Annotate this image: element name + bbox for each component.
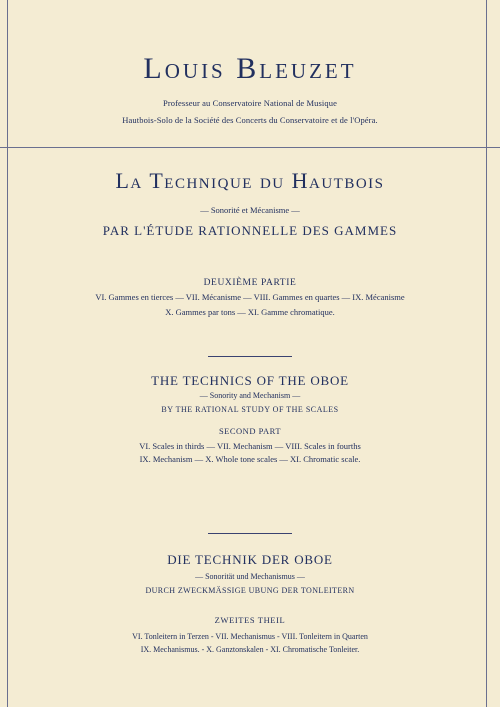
french-title: La Technique du Hautbois: [115, 168, 385, 193]
german-subtitle: — Sonorität und Mechanismus —: [195, 572, 305, 581]
english-title: THE TECHNICS OF THE OBOE: [151, 373, 349, 388]
author-title-line-2: Hautbois-Solo de la Société des Concerts du Conservatoire et de l'Opéra.: [122, 115, 378, 125]
english-part-label: SECOND PART: [218, 426, 282, 436]
author-last-name: Bleuzet: [236, 52, 357, 85]
german-contents-line-1: VI. Tonleitern in Terzen - VII. Mechanismus - VIII. Tonleitern in Quarten: [132, 632, 368, 641]
german-part-label: ZWEITES THEIL: [214, 615, 286, 625]
french-subtitle: — Sonorité et Mécanisme —: [200, 205, 300, 215]
french-contents-line-1: VI. Gammes en tierces — VII. Mécanisme — VIII. Gammes en quartes — IX. Mécanisme: [95, 292, 405, 302]
french-contents-line-2: X. Gammes par tons — XI. Gamme chromatique.: [165, 307, 335, 317]
english-contents-line-2: IX. Mechanism — X. Whole tone scales — XI. Chromatic scale.: [139, 454, 361, 464]
english-contents-line-1: VI. Scales in thirds — VII. Mechanism — VIII. Scales in fourths: [139, 441, 361, 451]
header-divider: [0, 147, 500, 148]
author-name: [0, 52, 500, 86]
german-title: DIE TECHNIK DER OBOE: [167, 552, 333, 567]
french-subtitle-2: PAR L'ÉTUDE RATIONNELLE DES GAMMES: [102, 223, 398, 238]
author-first-name: Louis: [143, 52, 226, 85]
section-separator-2: [208, 533, 292, 534]
german-subtitle-2: DURCH ZWECKMÄSSIGE UBUNG DER TONLEITERN: [145, 586, 355, 595]
german-contents-line-2: IX. Mechanismus. - X. Ganztonskalen - XI. Chromatische Tonleiter.: [140, 645, 360, 654]
section-separator-1: [208, 356, 292, 357]
author-title-line-1: Professeur au Conservatoire National de Musique: [163, 98, 337, 108]
english-subtitle-2: BY THE RATIONAL STUDY OF THE SCALES: [161, 405, 339, 414]
french-part-label: DEUXIÈME PARTIE: [203, 278, 297, 288]
english-subtitle: — Sonority and Mechanism —: [199, 391, 301, 400]
